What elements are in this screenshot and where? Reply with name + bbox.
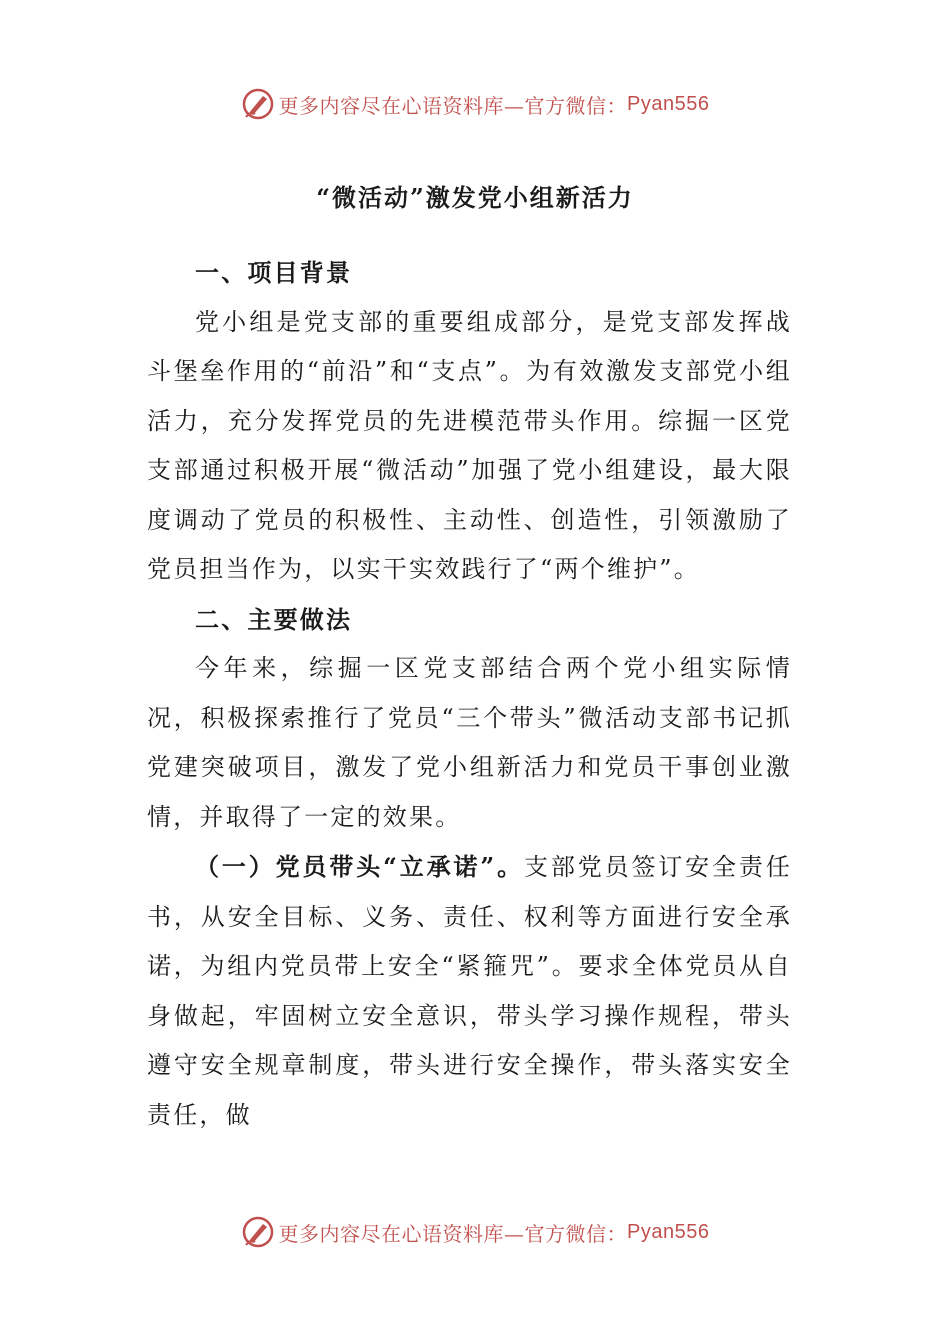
paragraph-practices-intro: 今年来，综掘一区党支部结合两个党小组实际情况，积极探索推行了党员“三个带头”微活动支部书记抓党建突破项目，激发了党小组新活力和党员干事创业激情，并取得了一定的效果。	[147, 654, 792, 831]
section-heading-background: 一、项目背景	[195, 258, 353, 287]
document-title: “微活动”激发党小组新活力	[316, 183, 634, 212]
subsection-1-lead: （一）党员带头“立承诺”。	[195, 852, 524, 881]
watermark-text: 更多内容尽在心语资料库—官方微信：	[278, 1221, 628, 1246]
pen-logo-icon	[241, 87, 275, 121]
pen-logo-icon	[241, 1215, 275, 1249]
subsection-1-text: 支部党员签订安全责任书，从安全目标、义务、责任、权利等方面进行安全承诺，为组内党员带上安全“紧箍咒”。要求全体党员从自身做起，牢固树立安全意识，带头学习操作规程，带头遵守安全规章制度，带头进行安全操作，带头落实安全责任，做	[147, 853, 792, 1129]
watermark-banner-bottom	[0, 1212, 950, 1252]
watermark-wechat-id: Pyan556	[627, 92, 710, 115]
watermark-banner-top	[0, 84, 950, 124]
paragraph-subsection-1	[147, 842, 792, 1140]
document-body	[147, 248, 792, 1140]
watermark-text: 更多内容尽在心语资料库—官方微信：	[278, 93, 628, 118]
watermark-wechat-id: Pyan556	[627, 1220, 710, 1243]
paragraph-background: 党小组是党支部的重要组成部分，是党支部发挥战斗堡垒作用的“前沿”和“支点”。为有效激发支部党小组活力，充分发挥党员的先进模范带头作用。综掘一区党支部通过积极开展“微活动”加强了党小组建设，最大限度调动了党员的积极性、主动性、创造性，引领激励了党员担当作为，以实干实效践行了“两个维护”。	[147, 307, 792, 583]
section-heading-practices: 二、主要做法	[195, 604, 353, 634]
